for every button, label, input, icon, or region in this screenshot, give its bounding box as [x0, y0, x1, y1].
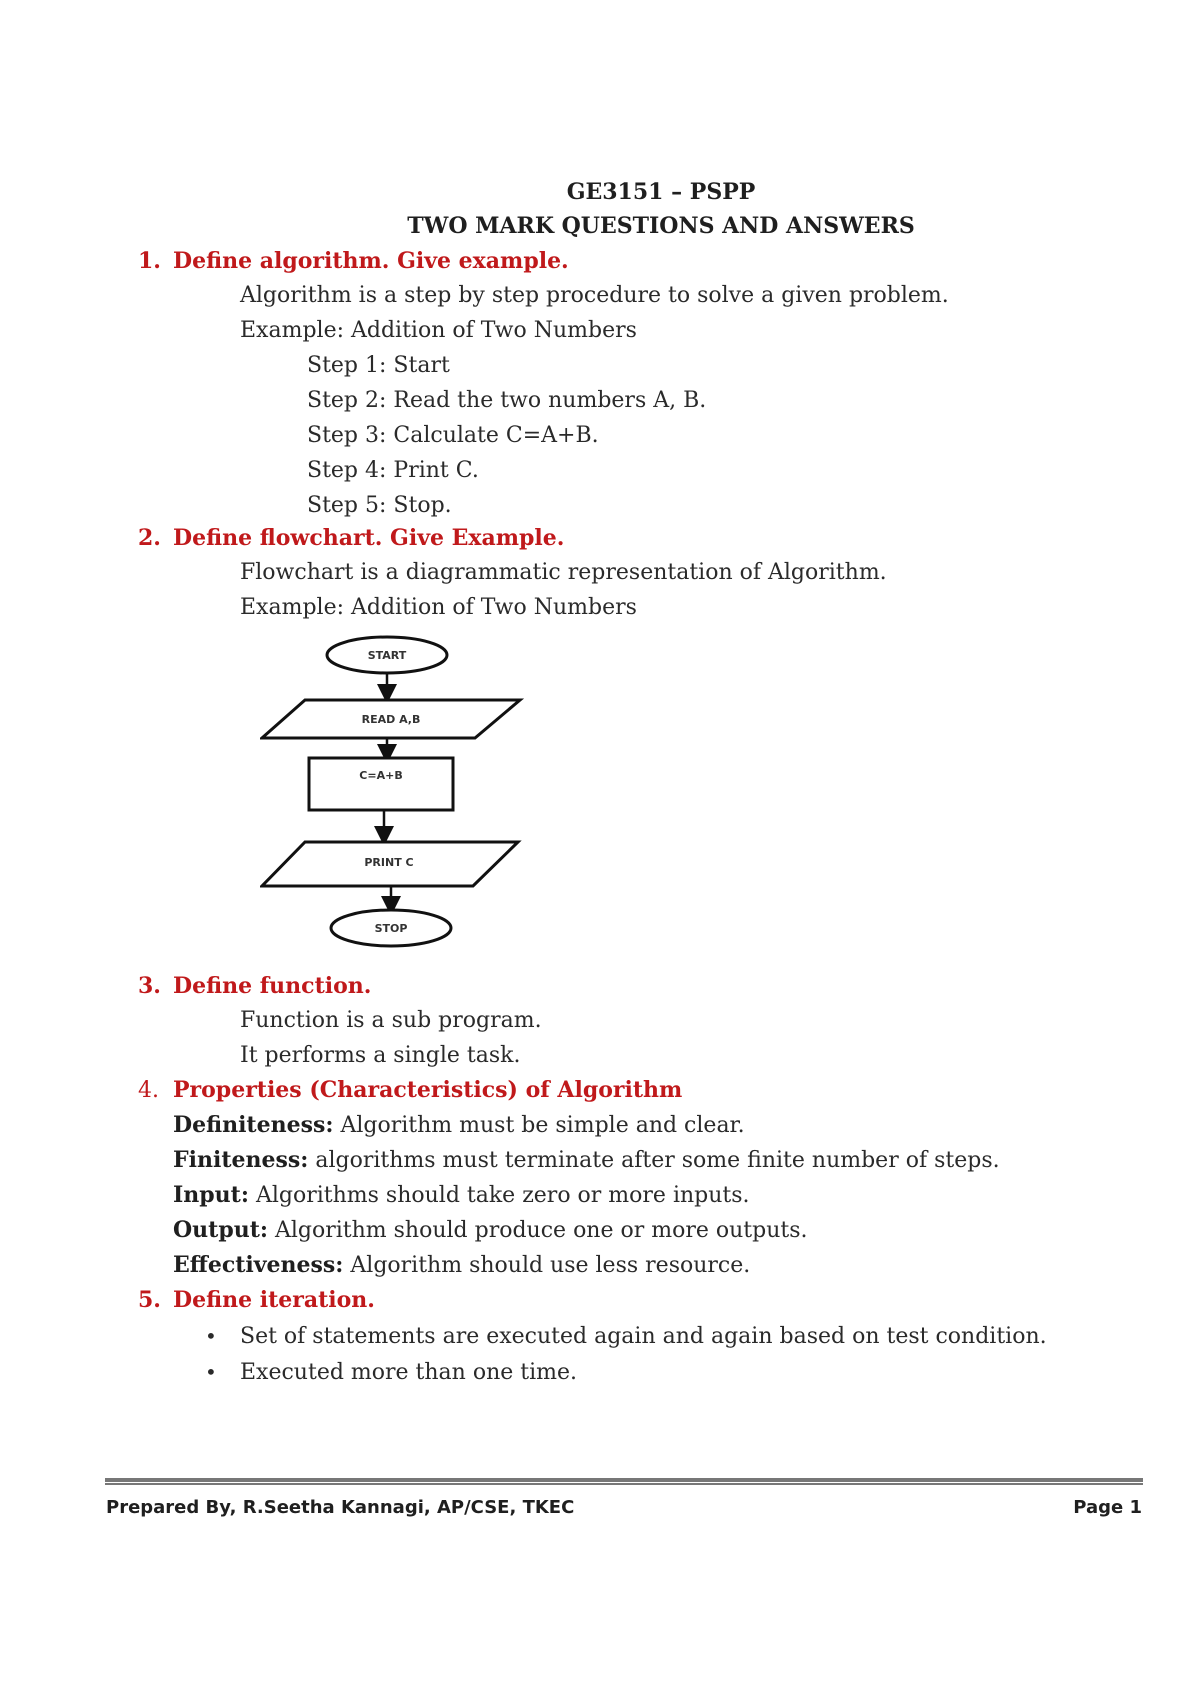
answer-line: Example: Addition of Two Numbers: [240, 318, 637, 343]
step-line: Step 1: Start: [307, 353, 450, 378]
document-title: TWO MARK QUESTIONS AND ANSWERS: [407, 213, 915, 239]
question-4: [138, 1077, 682, 1103]
bullet-text: Executed more than one time.: [240, 1360, 578, 1385]
question-number: 2.: [138, 525, 161, 551]
answer-line: Algorithm is a step by step procedure to solve a given problem.: [240, 283, 949, 308]
step-line: Step 2: Read the two numbers A, B.: [307, 388, 707, 413]
question-number: 1.: [138, 248, 161, 274]
answer-line: Function is a sub program.: [240, 1008, 542, 1033]
step-line: Step 5: Stop.: [307, 493, 452, 518]
property-term: Finiteness:: [173, 1147, 309, 1173]
property-line: [173, 1112, 745, 1138]
property-term: Input:: [173, 1182, 249, 1208]
question-number: 5.: [138, 1287, 161, 1313]
process-label: C=A+B: [359, 769, 403, 782]
property-term: Output:: [173, 1217, 268, 1243]
step-line: Step 4: Print C.: [307, 458, 479, 483]
bullet-icon: •: [205, 1360, 217, 1384]
start-label: START: [367, 649, 407, 662]
property-text: Algorithms should take zero or more inputs.: [248, 1183, 750, 1208]
answer-line: Flowchart is a diagrammatic representation of Algorithm.: [240, 560, 887, 585]
question-text: Define function.: [173, 973, 372, 999]
question-number: 3.: [138, 973, 161, 999]
question-3: [138, 973, 371, 999]
property-text: Algorithm must be simple and clear.: [333, 1113, 745, 1138]
read-label: READ A,B: [361, 713, 421, 726]
addition-flowchart: [260, 630, 530, 960]
step-line: Step 3: Calculate C=A+B.: [307, 423, 599, 448]
property-text: algorithms must terminate after some finite number of steps.: [308, 1148, 1000, 1173]
course-code: GE3151 – PSPP: [566, 179, 756, 205]
print-label: PRINT C: [364, 856, 414, 869]
property-term: Effectiveness:: [173, 1252, 344, 1278]
question-5: [138, 1287, 375, 1313]
bullet-item: [205, 1360, 577, 1385]
property-text: Algorithm should use less resource.: [343, 1253, 751, 1278]
answer-line: Example: Addition of Two Numbers: [240, 595, 637, 620]
property-line: [173, 1217, 808, 1243]
answer-line: It performs a single task.: [240, 1043, 521, 1068]
footer-divider: [105, 1478, 1143, 1485]
page-number: Page 1: [1073, 1497, 1142, 1518]
question-text: Define flowchart. Give Example.: [173, 525, 565, 551]
property-line: [173, 1182, 750, 1208]
property-term: Definiteness:: [173, 1112, 334, 1138]
question-number: 4.: [138, 1078, 159, 1103]
bullet-text: Set of statements are executed again and again based on test condition.: [240, 1324, 1047, 1349]
question-text: Define iteration.: [173, 1287, 375, 1313]
bullet-icon: •: [205, 1324, 217, 1348]
process-box: [309, 758, 453, 810]
footer-author: Prepared By, R.Seetha Kannagi, AP/CSE, TKEC: [106, 1497, 575, 1518]
property-line: [173, 1252, 750, 1278]
question-2: [138, 525, 564, 551]
stop-label: STOP: [374, 922, 408, 935]
bullet-item: [205, 1324, 1047, 1349]
question-1: [138, 248, 569, 274]
property-line: [173, 1147, 1000, 1173]
question-text: Properties (Characteristics) of Algorithm: [173, 1077, 683, 1103]
property-text: Algorithm should produce one or more outputs.: [267, 1218, 808, 1243]
question-text: Define algorithm. Give example.: [173, 248, 569, 274]
